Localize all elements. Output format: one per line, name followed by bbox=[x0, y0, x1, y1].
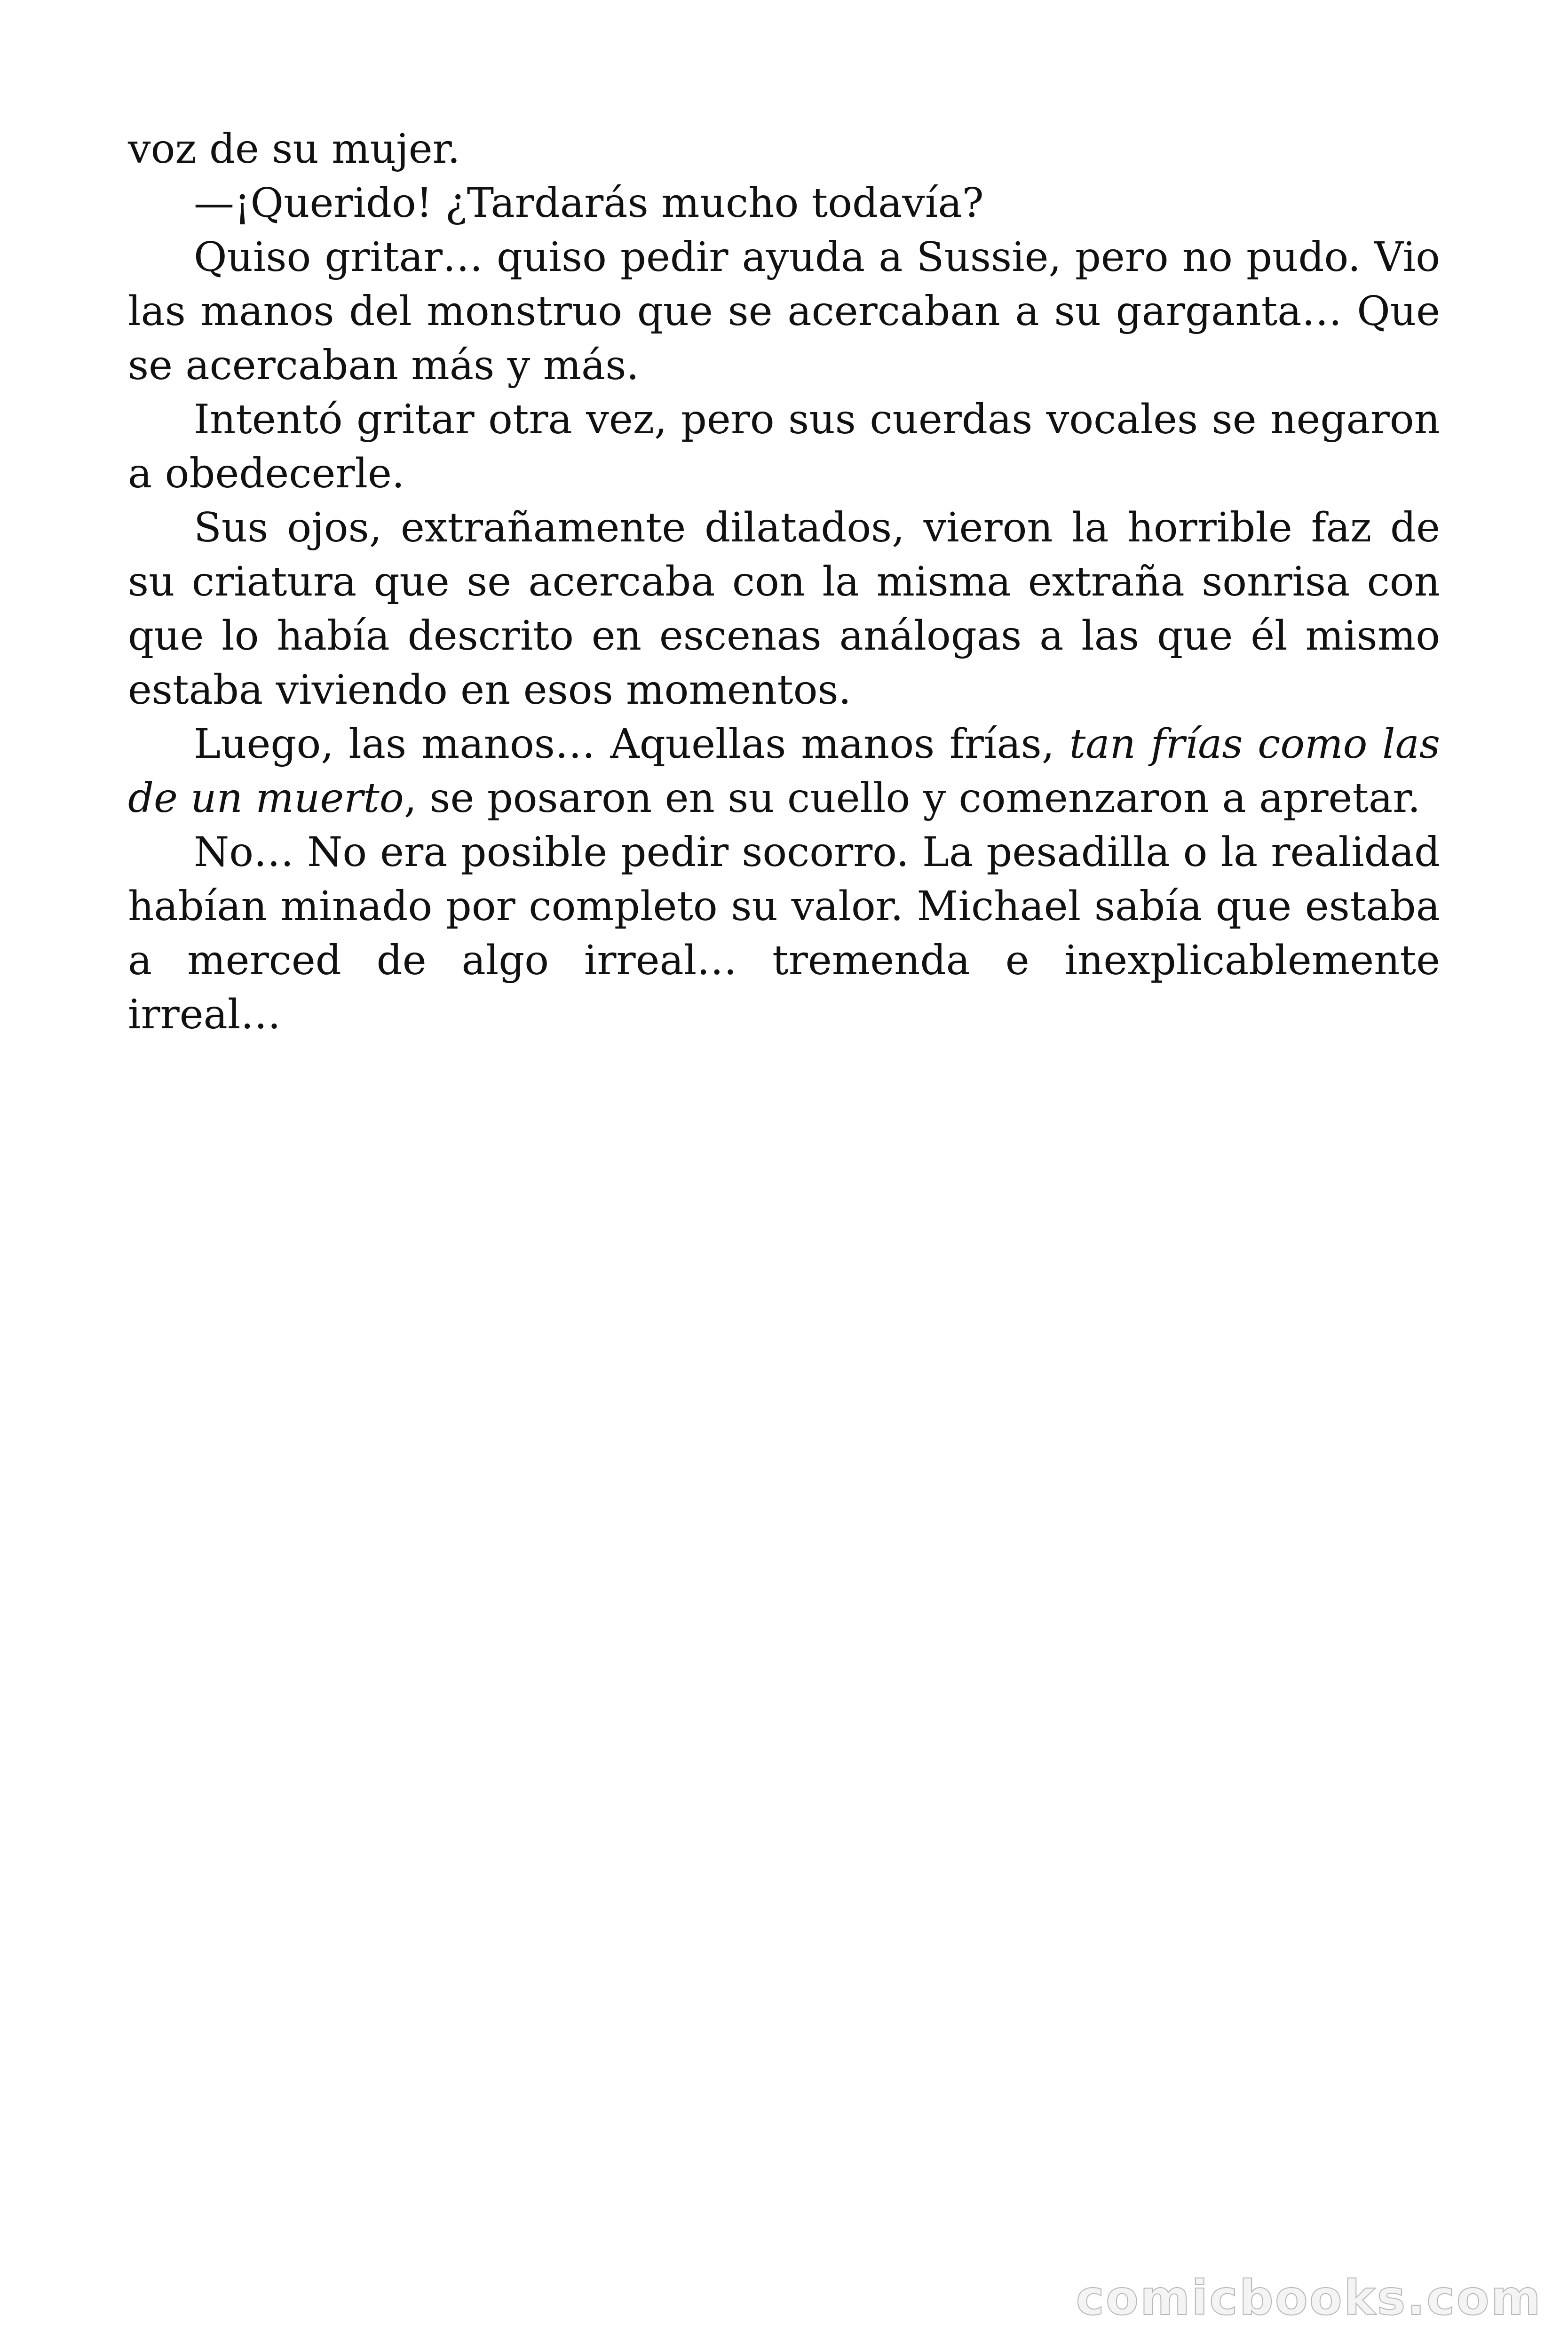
body-paragraph bbox=[128, 826, 1440, 1042]
text-segment: —¡Querido! ¿Tardarás mucho todavía? bbox=[194, 180, 984, 227]
body-paragraph bbox=[128, 501, 1440, 717]
watermark-logo: comicbooks.com bbox=[1076, 2270, 1542, 2326]
text-segment: Sus ojos, extrañamente dilatados, vieron la horrible faz de su criatura que se acercaba con la misma extraña sonrisa con que lo había descrito en escenas análogas a las que él mismo estaba viviendo en esos momentos. bbox=[128, 504, 1440, 714]
text-segment: , se posaron en su cuello y comenzaron a apretar. bbox=[404, 775, 1421, 822]
page-body bbox=[128, 122, 1440, 1042]
body-paragraph bbox=[128, 393, 1440, 501]
text-segment: No… No era posible pedir socorro. La pesadilla o la realidad habían minado por completo su valor. Michael sabía que estaba a merced de algo irreal… tremenda e inexplicablemente irreal… bbox=[128, 829, 1440, 1038]
body-paragraph bbox=[128, 717, 1440, 826]
body-paragraph bbox=[128, 230, 1440, 393]
italic-text: tan frías como las de un muerto bbox=[128, 721, 1440, 822]
body-paragraph bbox=[128, 176, 1440, 230]
body-paragraph bbox=[128, 122, 1440, 176]
text-segment: Quiso gritar… quiso pedir ayuda a Sussie, pero no pudo. Vio las manos del monstruo que se acercaban a su garganta… Que se acercaban más y más. bbox=[128, 234, 1440, 389]
text-segment: voz de su mujer. bbox=[128, 126, 460, 173]
text-segment: Luego, las manos… Aquellas manos frías, bbox=[194, 721, 1069, 768]
text-segment: Intentó gritar otra vez, pero sus cuerdas vocales se negaron a obedecerle. bbox=[128, 396, 1440, 497]
